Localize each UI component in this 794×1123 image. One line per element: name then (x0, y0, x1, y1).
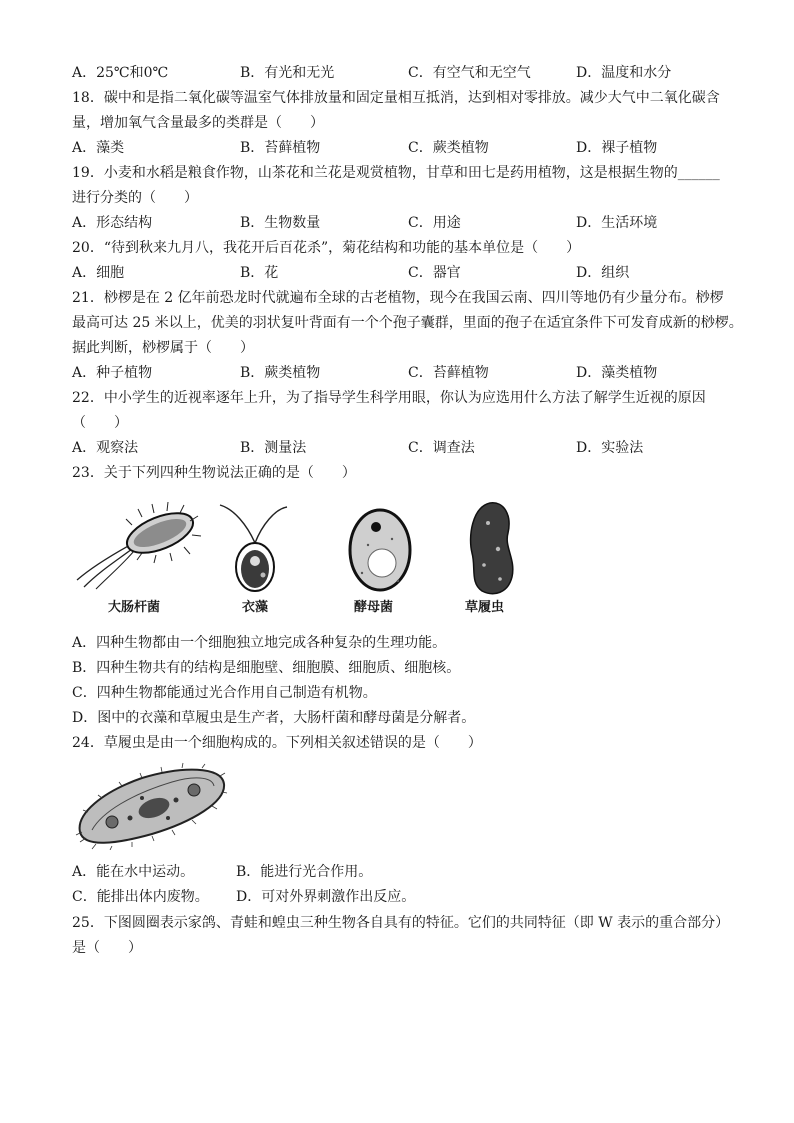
option-a[interactable]: A．形态结构 (72, 215, 153, 231)
q20-options (72, 263, 732, 283)
option-d[interactable]: D．实验法 (576, 440, 644, 456)
q21-stem-line2: 最高可达 25 米以上，优美的羽状复叶背面有一个个孢子囊群，里面的孢子在适宜条件下可发育成新的桫椤。 (72, 315, 743, 331)
q21-stem-line1: 21．桫椤是在 2 亿年前恐龙时代就遍布全球的古老植物，现今在我国云南、四川等地仍有少量分布。桫椤 (72, 290, 724, 306)
option-a[interactable]: A．藻类 (72, 140, 125, 156)
q18-options (72, 138, 732, 158)
option-b[interactable]: B．测量法 (240, 440, 307, 456)
e-coli-illustration (77, 502, 201, 589)
option-c[interactable]: C．蕨类植物 (408, 140, 489, 156)
q20-stem-line1: 20．“待到秋来九月八，我花开后百花杀”，菊花结构和功能的基本单位是（ ） (72, 240, 581, 256)
paramecium-illustration (471, 503, 513, 594)
option-a[interactable]: A．细胞 (72, 265, 125, 281)
q23-option-a[interactable]: A．四种生物都由一个细胞独立地完成各种复杂的生理功能。 (72, 635, 447, 651)
q22-stem-line1: 22．中小学生的近视率逐年上升，为了指导学生科学用眼，你认为应选用什么方法了解学生近视的原因 (72, 390, 706, 406)
paramecium-figure (72, 762, 228, 850)
option-c[interactable]: C．苔藓植物 (408, 365, 489, 381)
option-b[interactable]: B．能进行光合作用。 (236, 864, 373, 880)
q23-stem-line1: 23．关于下列四种生物说法正确的是（ ） (72, 465, 356, 481)
q22-options (72, 438, 732, 458)
q21-stem-line3: 据此判断，桫椤属于（ ） (72, 340, 254, 356)
q25-stem-line2: 是（ ） (72, 940, 142, 956)
option-a[interactable]: A．种子植物 (72, 365, 153, 381)
caption-paramecium: 草履虫 (465, 600, 505, 615)
q23-option-d[interactable]: D．图中的衣藻和草履虫是生产者，大肠杆菌和酵母菌是分解者。 (72, 710, 476, 726)
paramecium-large-illustration (72, 762, 228, 850)
caption-e-coli: 大肠杆菌 (108, 600, 161, 615)
q19-stem-line1: 19．小麦和水稻是粮食作物，山茶花和兰花是观赏植物，甘草和田七是药用植物，这是根据生物的______ (72, 165, 720, 181)
chlamydomonas-illustration (220, 505, 287, 591)
option-b[interactable]: B．有光和无光 (240, 65, 335, 81)
option-d[interactable]: D．裸子植物 (576, 140, 658, 156)
option-c[interactable]: C．有空气和无空气 (408, 65, 531, 81)
caption-chlamydomonas: 衣藻 (242, 600, 269, 615)
q24-stem-line1: 24．草履虫是由一个细胞构成的。下列相关叙述错误的是（ ） (72, 735, 482, 751)
q19-options (72, 213, 732, 233)
q25-stem-line1: 25．下图圆圈表示家鸽、青蛙和蝗虫三种生物各自具有的特征。它们的共同特征（即 W 表示的重合部分） (72, 915, 730, 931)
option-c[interactable]: C．调查法 (408, 440, 475, 456)
option-d[interactable]: D．藻类植物 (576, 365, 658, 381)
option-a[interactable]: A．25℃和0℃ (72, 65, 169, 81)
option-c[interactable]: C．器官 (408, 265, 461, 281)
option-d[interactable]: D．温度和水分 (576, 65, 672, 81)
q24-options-row1 (72, 862, 732, 882)
q18-stem-line2: 量，增加氧气含量最多的类群是（ ） (72, 115, 324, 131)
option-c[interactable]: C．能排出体内废物。 (72, 889, 209, 905)
q19-stem-line2: 进行分类的（ ） (72, 190, 198, 206)
q24-options-row2 (72, 887, 732, 907)
caption-yeast: 酵母菌 (354, 600, 394, 615)
option-b[interactable]: B．花 (240, 265, 279, 281)
option-c[interactable]: C．用途 (408, 215, 461, 231)
q21-options (72, 363, 732, 383)
organisms-figure (72, 495, 527, 623)
option-a[interactable]: A．观察法 (72, 440, 139, 456)
option-d[interactable]: D．可对外界刺激作出反应。 (236, 889, 416, 905)
q23-option-c[interactable]: C．四种生物都能通过光合作用自己制造有机物。 (72, 685, 377, 701)
q18-stem-line1: 18．碳中和是指二氧化碳等温室气体排放量和固定量相互抵消，达到相对零排放。减少大气中二氧化碳含 (72, 90, 720, 106)
q23-option-b[interactable]: B．四种生物共有的结构是细胞壁、细胞膜、细胞质、细胞核。 (72, 660, 461, 676)
q22-stem-line2: （ ） (72, 415, 128, 431)
yeast-illustration (350, 510, 410, 590)
option-d[interactable]: D．生活环境 (576, 215, 658, 231)
option-a[interactable]: A．能在水中运动。 (72, 864, 195, 880)
q17-options (72, 63, 732, 83)
option-b[interactable]: B．蕨类植物 (240, 365, 321, 381)
option-d[interactable]: D．组织 (576, 265, 630, 281)
option-b[interactable]: B．生物数量 (240, 215, 321, 231)
option-b[interactable]: B．苔藓植物 (240, 140, 321, 156)
